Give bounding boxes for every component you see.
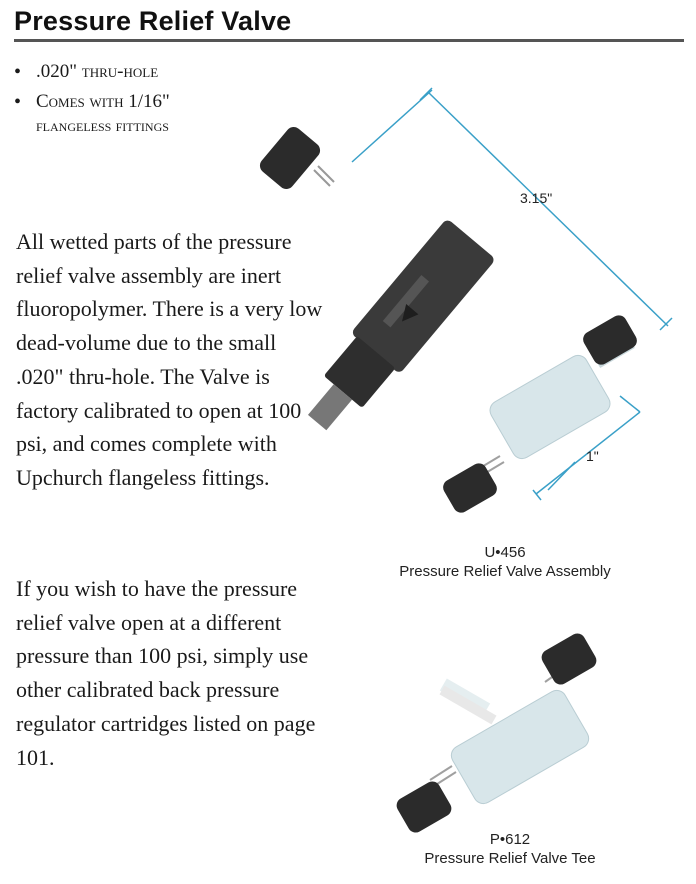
assembly-part-number: U•456 [484, 544, 526, 561]
tee-caption [395, 830, 625, 868]
description-paragraph: All wetted parts of the pressure relief valve assembly are inert fluoropolymer. There is a very low dead-volume due to the small .020" thru-hole. The Valve is factory calibrated to open at 100 psi, and comes complete with Upchurch flangeless fittings. [16, 229, 323, 490]
feature-text: .020" thru-hole [36, 61, 159, 82]
assembly-tee [440, 312, 640, 515]
bullet-icon: • [14, 61, 22, 83]
calibration-paragraph: If you wish to have the pressure relief valve open at a different pressure than 100 psi, simply use other calibrated back pressure regulator cartridges listed on page 101. [16, 576, 316, 770]
page-title: Pressure Relief Valve [14, 6, 292, 36]
feature-text-main: Comes with 1/16" [36, 91, 170, 112]
feature-text-sub: flangeless fittings [36, 116, 169, 135]
valve-cartridge-body [293, 218, 496, 443]
top-fitting-knob [257, 124, 334, 193]
tee-part-number: P•612 [489, 831, 531, 848]
width-dimension-label: 1" [586, 448, 599, 464]
bullet-icon: • [14, 91, 22, 113]
relief-valve-tee [394, 631, 600, 836]
assembly-caption [370, 543, 640, 581]
tee-name: Pressure Relief Valve Tee [424, 850, 596, 867]
length-dimension-label: 3.15" [520, 190, 553, 206]
assembly-name: Pressure Relief Valve Assembly [399, 563, 611, 580]
